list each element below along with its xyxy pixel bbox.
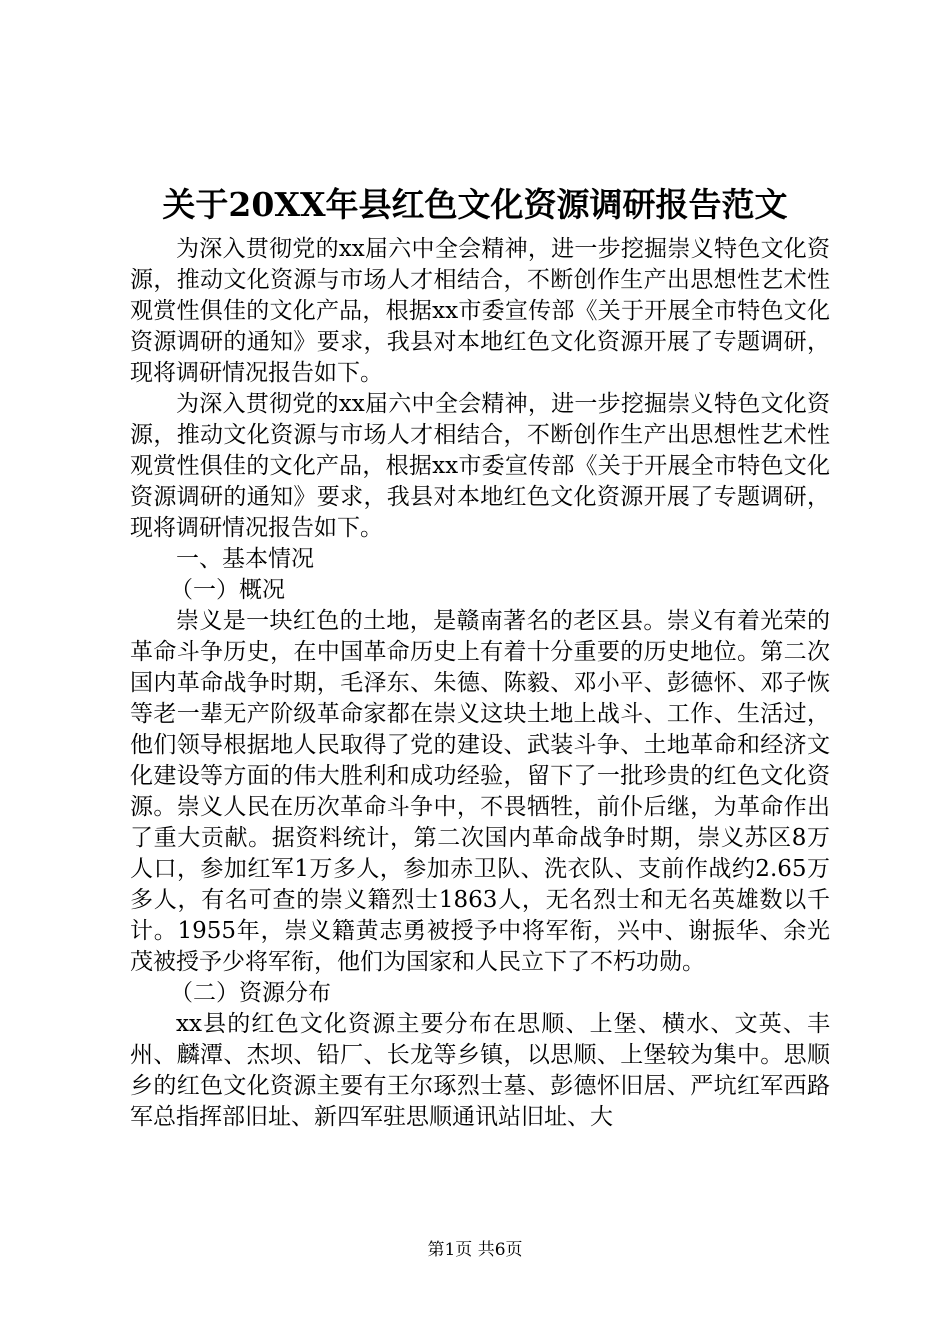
intro-paragraph: 为深入贯彻党的xx届六中全会精神，进一步挖掘崇义特色文化资源，推动文化资源与市场人才相结合，不断创作生产出思想性艺术性观赏性俱佳的文化产品，根据xx市委宣传部《关于开展全市特色文化资源调研的通知》要求，我县对本地红色文化资源开展了专题调研，现将调研情况报告如下。: [130, 236, 830, 386]
document-title: 关于20XX年县红色文化资源调研报告范文: [162, 185, 788, 224]
distribution-paragraph: xx县的红色文化资源主要分布在思顺、上堡、横水、文英、丰州、麟潭、杰坝、铅厂、长龙等乡镇，以思顺、上堡较为集中。思顺乡的红色文化资源主要有王尔琢烈士墓、彭德怀旧居、严坑红军西路军总指挥部旧址、新四军驻思顺通讯站旧址、大: [130, 1011, 830, 1130]
document-body: [130, 234, 830, 1133]
page-number-footer: 第1页 共6页: [427, 1240, 523, 1260]
overview-paragraph: 崇义是一块红色的土地，是赣南著名的老区县。崇义有着光荣的革命斗争历史，在中国革命历史上有着十分重要的历史地位。第二次国内革命战争时期，毛泽东、朱德、陈毅、邓小平、彭德怀、邓子恢等老一辈无产阶级革命家都在崇义这块土地上战斗、工作、生活过，他们领导根据地人民取得了党的建设、武装斗争、土地革命和经济文化建设等方面的伟大胜利和成功经验，留下了一批珍贵的红色文化资源。崇义人民在历次革命斗争中，不畏牺牲，前仆后继，为革命作出了重大贡献。据资料统计，第二次国内革命战争时期，崇义苏区8万人口，参加红军1万多人，参加赤卫队、洗衣队、支前作战约2.65万多人，有名可查的崇义籍烈士1863人，无名烈士和无名英雄数以千计。1955年，崇义籍黄志勇被授予中将军衔，兴中、谢振华、余光茂被授予少将军衔，他们为国家和人民立下了不朽功勋。: [130, 608, 830, 975]
intro-paragraph-repeat: 为深入贯彻党的xx届六中全会精神，进一步挖掘崇义特色文化资源，推动文化资源与市场人才相结合，不断创作生产出思想性艺术性观赏性俱佳的文化产品，根据xx市委宣传部《关于开展全市特色文化资源调研的通知》要求，我县对本地红色文化资源开展了专题调研，现将调研情况报告如下。: [130, 391, 830, 541]
section-heading-basic: 一、基本情况: [176, 546, 314, 572]
subsection-heading-overview: （一）概况: [170, 577, 285, 603]
subsection-heading-distribution: （二）资源分布: [170, 980, 331, 1006]
